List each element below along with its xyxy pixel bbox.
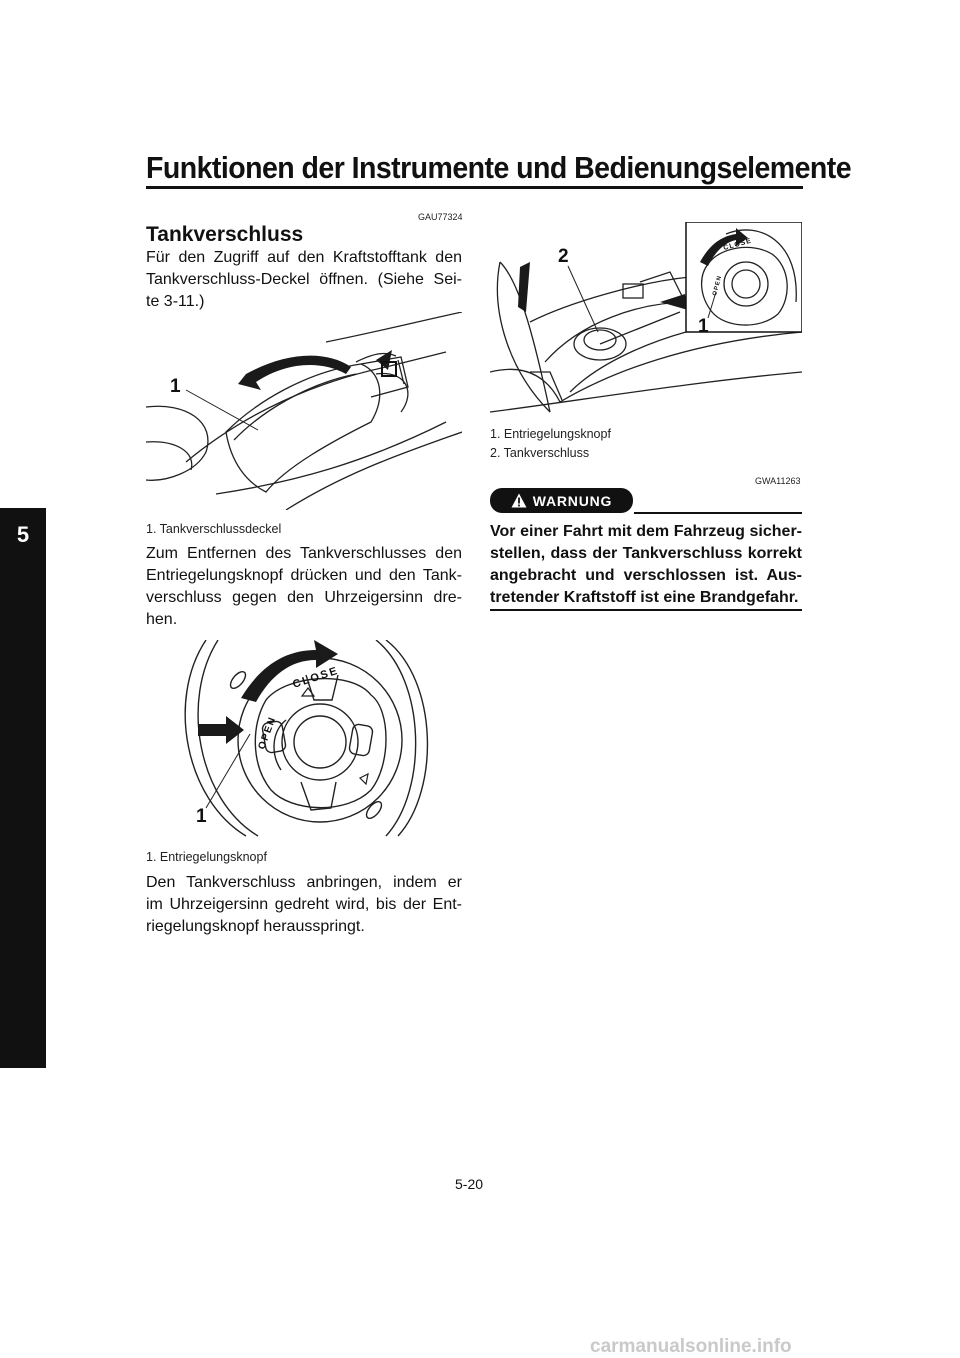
remove-line: hen. — [146, 611, 178, 628]
warning-label: WARNUNG — [532, 492, 613, 509]
remove-line: verschluss gegen den Uhrzeigersinn dre- — [146, 589, 462, 606]
warning-line: tretender Kraftstoff ist eine Brandgefahr. — [490, 589, 799, 606]
figure-tank-open — [490, 222, 802, 420]
ring-label-open: OPEN — [256, 714, 279, 752]
figure-release-button — [146, 640, 462, 840]
header-rule — [146, 186, 803, 189]
section-title: Tankverschluss — [146, 223, 304, 246]
page-header-title: Funktionen der Instrumente und Bedienungselemente — [146, 150, 852, 185]
figure-caption: 2. Tankverschluss — [490, 446, 590, 460]
warning-line: Vor einer Fahrt mit dem Fahrzeug sicher- — [490, 523, 802, 540]
intro-line: te 3-11.) — [146, 293, 205, 310]
figure-tank-cover — [146, 312, 462, 510]
page-number: 5-20 — [455, 1176, 484, 1192]
figure-caption: 1. Entriegelungsknopf — [490, 427, 611, 441]
ring-label-close: CLOSE — [722, 237, 753, 252]
intro-paragraph — [146, 247, 462, 313]
callout-label: 1 — [698, 316, 709, 337]
install-line: Den Tankverschluss anbringen, indem er — [146, 874, 462, 891]
ring-label-close: CLOSE — [291, 664, 341, 691]
install-paragraph — [146, 872, 462, 938]
warning-triangle-icon — [511, 493, 527, 508]
warning-line: stellen, dass der Tankverschluss korrekt — [490, 545, 802, 562]
warning-code: GWA11263 — [755, 476, 801, 486]
install-line: riegelungsknopf herausspringt. — [146, 918, 365, 935]
warning-text — [490, 521, 802, 609]
remove-line: Zum Entfernen des Tankverschlusses den — [146, 545, 462, 562]
intro-line: Tankverschluss-Deckel öffnen. (Siehe Sei- — [146, 271, 462, 288]
warning-rule — [634, 512, 802, 514]
warning-badge — [490, 488, 633, 513]
callout-label: 1 — [196, 806, 207, 827]
intro-line: Für den Zugriff auf den Kraftstofftank den — [146, 249, 462, 266]
install-line: im Uhrzeigersinn gedreht wird, bis der Ent- — [146, 896, 462, 913]
figure-caption: 1. Tankverschlussdeckel — [146, 522, 282, 536]
remove-line: Entriegelungsknopf drücken und den Tank- — [146, 567, 462, 584]
chapter-tab — [0, 508, 46, 1068]
section-code: GAU77324 — [418, 212, 463, 222]
remove-paragraph — [146, 543, 462, 631]
chapter-number: 5 — [16, 522, 30, 547]
callout-label: 1 — [170, 376, 181, 397]
warning-bottom-rule — [490, 609, 802, 611]
watermark: carmanualsonline.info — [590, 1336, 792, 1357]
callout-label: 2 — [558, 246, 569, 267]
warning-line: angebracht und verschlossen ist. Aus- — [490, 567, 802, 584]
figure-caption: 1. Entriegelungsknopf — [146, 850, 267, 864]
ring-label-open: OPEN — [712, 274, 724, 297]
